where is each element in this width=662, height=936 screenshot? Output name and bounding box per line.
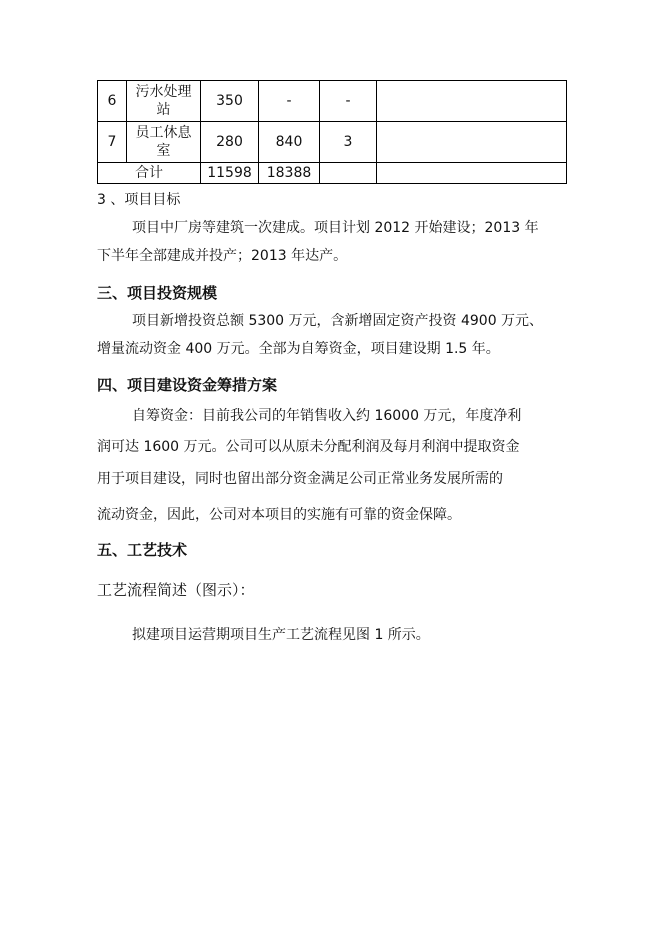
cell-d	[377, 122, 567, 163]
section-3-para-line2: 下半年全部建成并投产；2013 年达产。	[97, 248, 348, 264]
item-name	[127, 81, 201, 122]
total-d	[377, 163, 567, 184]
table-row	[98, 122, 567, 163]
item-name-line2: 室	[156, 143, 171, 159]
row-number: 7	[98, 122, 127, 163]
section-3-title: 3 、项目目标	[97, 192, 181, 208]
total-c	[320, 163, 377, 184]
flow-note: 拟建项目运营期项目生产工艺流程见图 1 所示。	[132, 627, 430, 643]
flow-title: 工艺流程简述（图示）：	[97, 581, 255, 599]
section-3-para-line1: 项目中厂房等建筑一次建成。项目计划 2012 开始建设；2013 年	[132, 220, 539, 236]
section-funding-para-line2: 润可达 1600 万元。公司可以从原未分配利润及每月利润中提取资金	[97, 439, 520, 455]
item-name-line2: 站	[156, 102, 171, 118]
item-name	[127, 122, 201, 163]
section-funding-para-line4: 流动资金，因此，公司对本项目的实施有可靠的资金保障。	[97, 507, 461, 523]
table-row	[98, 81, 567, 122]
cell-c: -	[320, 81, 377, 122]
cell-d	[377, 81, 567, 122]
table-total-row	[98, 163, 567, 184]
cell-c: 3	[320, 122, 377, 163]
section-funding-heading: 四、项目建设资金筹措方案	[97, 376, 278, 394]
total-b: 18388	[259, 163, 320, 184]
section-funding-para-line3: 用于项目建设，同时也留出部分资金满足公司正常业务发展所需的	[97, 471, 503, 487]
cell-b: 840	[259, 122, 320, 163]
row-number: 6	[98, 81, 127, 122]
cell-b: -	[259, 81, 320, 122]
section-technology-heading: 五、工艺技术	[97, 541, 188, 559]
cell-a: 350	[201, 81, 259, 122]
item-name-line1: 员工休息	[135, 125, 192, 141]
section-investment-para-line2: 增量流动资金 400 万元。全部为自筹资金，项目建设期 1.5 年。	[97, 341, 500, 357]
cell-a: 280	[201, 122, 259, 163]
investment-table	[97, 80, 567, 184]
section-investment-para-line1: 项目新增投资总额 5300 万元，含新增固定资产投资 4900 万元、	[132, 313, 544, 329]
item-name-line1: 污水处理	[135, 84, 192, 100]
section-investment-heading: 三、项目投资规模	[97, 284, 218, 302]
total-a: 11598	[201, 163, 259, 184]
total-label: 合计	[98, 163, 201, 184]
section-funding-para-line1: 自筹资金：目前我公司的年销售收入约 16000 万元，年度净利	[132, 408, 522, 424]
